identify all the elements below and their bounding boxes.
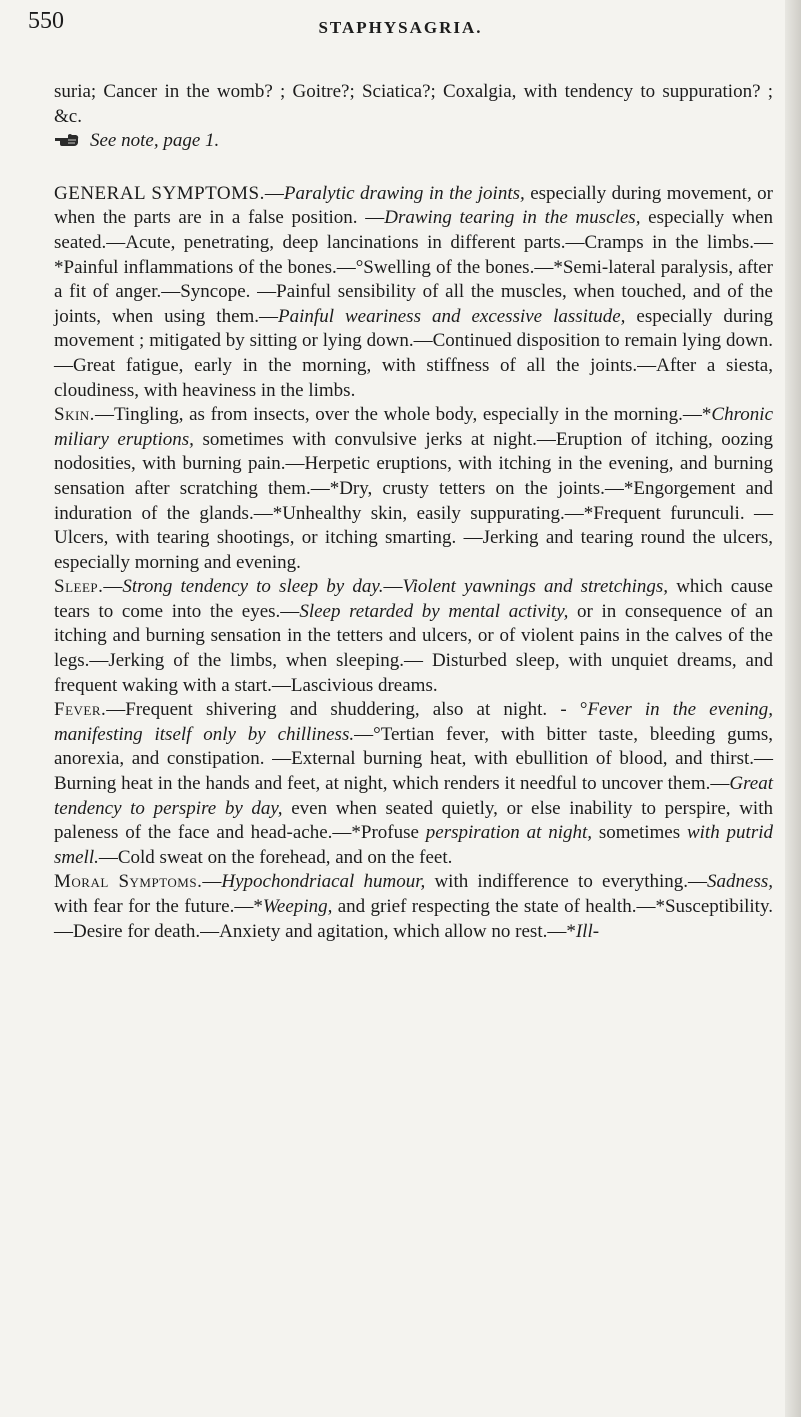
moral-text-1: with indifference to everything.— xyxy=(425,871,708,893)
general-symptoms-paragraph: GENERAL SYMPTOMS.—Paralytic drawing in the joints, especially during movement, or when the parts are in a false position. —Drawing tearing in the muscles, especially when seated.—Acute, penetrating, deep lancinations in different parts.—Cramps in the limbs.—*Painful inflammations of the bones.—°Swelling of the bones.—*Semi-lateral paralysis, after a fit of anger.—Syncope. —Painful sensibility of all the muscles, when touched, and of the joints, when using them.—Painful weariness and excessive lassitude, especially during movement ; mitigated by sitting or lying down.—Continued disposition to remain lying down.—Great fatigue, early in the morning, with stiffness of all the joints.—After a siesta, cloudiness, with heaviness in the limbs. xyxy=(54,182,773,401)
body-text xyxy=(54,80,773,944)
moral-symptoms-heading: Moral Symptoms. xyxy=(54,871,203,893)
sleep-italic-3: Sleep retarded by mental activity, xyxy=(299,600,569,622)
sleep-text-2: which cause tears to come into the eyes.— xyxy=(54,576,773,622)
moral-italic-4: Ill- xyxy=(575,920,600,942)
skin-heading: Skin. xyxy=(54,404,95,426)
moral-text-0: — xyxy=(202,871,222,893)
see-note-line xyxy=(54,129,773,154)
fever-text-5: —Cold sweat on the forehead, and on the feet. xyxy=(98,846,453,868)
skin-italic-1: Chronic miliary eruptions, xyxy=(54,404,773,450)
sleep-text-1: — xyxy=(383,576,403,598)
skin-text-2: sometimes with convulsive jerks at night.—Eruption of itching, oozing nodosities, with burning pain.—Herpetic eruptions, with itching in the evening, and burning sensation after scratching them.—*Dry, crusty tetters on the joints.—*Engorgement and induration of the glands.—*Unhealthy skin, easily suppurating.—*Frequent furunculi. — Ulcers, with tearing shootings, or itching smarting. —Jerking and tearing round the ulcers, especially morning and evening. xyxy=(54,428,773,573)
sleep-paragraph xyxy=(54,575,773,698)
fever-text-4: sometimes xyxy=(592,822,687,844)
sleep-italic-2: Violent yawnings and stretchings, xyxy=(402,576,669,598)
intro-paragraph: suria; Cancer in the womb? ; Goitre?; Sciatica?; Coxalgia, with tendency to suppuration? ; &c. xyxy=(54,81,773,127)
see-note-text: See note, page 1. xyxy=(90,130,220,152)
fever-paragraph xyxy=(54,698,773,870)
general-text-3: especially during movement ; mitigated by sitting or lying down.—Continued disposition to remain lying down.—Great fatigue, early in the morning, with stiffness of all the joints.—After a siesta, cloudiness, with heaviness in the limbs. xyxy=(54,305,773,401)
pointing-hand-icon xyxy=(54,131,80,147)
page-number: 550 xyxy=(28,8,64,34)
fever-heading: Fever. xyxy=(54,699,107,721)
fever-text-1: —Frequent shivering and shuddering, also at night. - ° xyxy=(106,699,588,721)
running-title: STAPHYSAGRIA. xyxy=(318,18,483,37)
moral-text-3: and grief respecting the state of health.—*Susceptibility.—Desire for death.—Anxiety and agitation, which allow no rest.—* xyxy=(54,896,773,942)
moral-italic-3: Weeping, xyxy=(262,896,333,917)
fever-italic-4: with putrid smell. xyxy=(54,822,773,868)
fever-text-3: even when seated quietly, or else inability to perspire, with paleness of the face and head-ache.—*Profuse xyxy=(54,797,773,844)
skin-text-1: —Tingling, as from insects, over the whole body, especially in the morning.—* xyxy=(94,404,712,426)
fever-text-2: —°Tertian fever, with bitter taste, bleeding gums, anorexia, and constipation. —External burning heat, with ebullition of blood, and thirst.— Burning heat in the hands and feet, at night, which renders it needful to uncover them.— xyxy=(54,723,773,795)
general-text-2: especially when seated.—Acute, penetrating, deep lancinations in different parts.—Cramps in the limbs.—*Painful inflammations of the bones.—°Swelling of the bones.—*Semi-lateral paralysis, after a fit of anger.—Syncope. —Painful sensibility of all the muscles, when touched, and of the joints, when using them.— xyxy=(54,207,773,327)
general-italic-2: Drawing tearing in the muscles, xyxy=(384,207,641,229)
section-gap xyxy=(54,154,773,182)
skin-paragraph xyxy=(54,403,773,575)
sleep-italic-1: Strong tendency to sleep by day. xyxy=(122,576,384,598)
general-italic-3: Painful weariness and excessive lassitude, xyxy=(278,305,626,327)
fever-italic-2: Great tendency to perspire by day, xyxy=(54,773,773,819)
running-head xyxy=(28,8,773,48)
moral-symptoms-paragraph xyxy=(54,870,773,944)
page-edge xyxy=(785,0,801,1417)
fever-italic-3: perspiration at night, xyxy=(425,822,593,844)
general-text-1: especially during movement, or when the parts are in a false position. — xyxy=(54,182,773,229)
sleep-heading: Sleep. xyxy=(54,576,104,598)
sleep-text-3: or in consequence of an itching and burning sensation in the tetters and ulcers, or of violent pains in the calves of the legs.—Jerking of the limbs, when sleeping.— Disturbed sleep, with unquiet dreams, and frequent waking with a start.—Lascivious dreams. xyxy=(54,600,773,696)
moral-italic-2: Sadness, xyxy=(707,871,773,893)
moral-text-2: with fear for the future.—* xyxy=(54,896,263,917)
general-italic-1: Paralytic drawing in the joints, xyxy=(283,182,525,204)
general-symptoms-heading: GENERAL SYMPTOMS. xyxy=(54,182,265,204)
fever-italic-1: Fever in the evening, manifesting itself only by chilliness. xyxy=(54,699,774,745)
sleep-text-0: — xyxy=(103,576,123,598)
moral-italic-1: Hypochondriacal humour, xyxy=(221,871,426,893)
